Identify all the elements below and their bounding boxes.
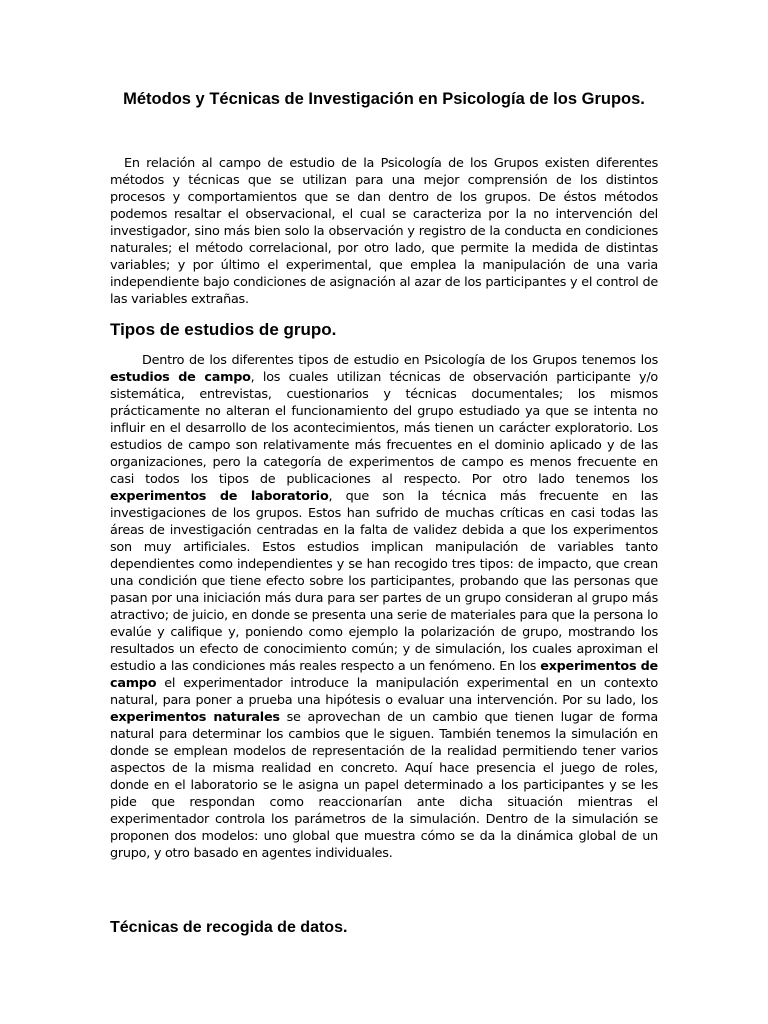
document-title: Métodos y Técnicas de Investigación en Psicología de los Grupos. bbox=[123, 90, 645, 108]
paragraph-text: , que son la técnica más frecuente en las investigaciones de los grupos. Estos han sufrido de muchas críticas en casi todas las áreas de investigación centradas en la falta de validez debida a que los experimentos son muy artificiales. Estos estudios implican manipulación de variables tanto dependientes como independientes y se han recogido tres tipos: de impacto, que crean una condición que tiene efecto sobre los participantes, probando que las personas que pasan por una iniciación más dura para ser partes de un grupo consideran al grupo más atractivo; de juicio, en donde se presenta una serie de materiales para que la persona lo evalúe y califique y, poniendo como ejemplo la polarización de grupo, mostrando los resultados un efecto de conocimiento común; y de simulación, los cuales aproximan el estudio a las condiciones más reales respecto a un fenómeno. En los bbox=[110, 489, 659, 674]
section-paragraph-tipos-de-estudios bbox=[110, 352, 658, 862]
paragraph-text: , los cuales utilizan técnicas de observación participante y/o sistemática, entrevistas, cuestionarios y técnicas documentales; los mismos prácticamente no alteran el funcionamiento del grupo estudiado ya que se intenta no influir en el desarrollo de los acontecimientos, más tienen un carácter exploratorio. Los estudios de campo son relativamente más frecuentes en el dominio aplicado y de las organizaciones, pero la categoría de experimentos de campo es menos frecuente en casi todos los tipos de publicaciones al respecto. Por otro lado tenemos los bbox=[110, 370, 658, 487]
bold-term-experimentos-de-laboratorio: experimentos de laboratorio bbox=[110, 489, 329, 504]
bold-term-estudios-de-campo: estudios de campo bbox=[110, 370, 251, 385]
paragraph-text: el experimentador introduce la manipulación experimental en un contexto natural, para poner a prueba una hipótesis o evaluar una intervención. Por su lado, los bbox=[110, 676, 658, 708]
paragraph-text: se aprovechan de un cambio que tienen lugar de forma natural para determinar los cambios que le siguen. También tenemos la simulación en donde se emplean modelos de representación de la realidad permitiendo tener varios aspectos de la misma realidad en concreto. Aquí hace presencia el juego de roles, donde en el laboratorio se le asigna un papel determinado a los participantes y se les pide que respondan como reaccionarían ante dicha situación mientras el experimentador controla los parámetros de la simulación. Dentro de la simulación se proponen dos modelos: uno global que muestra cómo se da la dinámica global de un grupo, y otro basado en agentes individuales. bbox=[110, 710, 658, 861]
intro-paragraph: En relación al campo de estudio de la Psicología de los Grupos existen diferentes métodos y técnicas que se utilizan para una mejor comprensión de los distintos procesos y comportamientos que se dan dentro de los grupos. De éstos métodos podemos resaltar el observacional, el cual se caracteriza por la no intervención del investigador, sino más bien solo la observación y registro de la conducta en condiciones naturales; el método correlacional, por otro lado, que permite la medida de distintas variables; y por último el experimental, que emplea la manipulación de una varia independiente bajo condiciones de asignación al azar de los participantes y el control de las variables extrañas. bbox=[110, 156, 658, 307]
section-heading-tipos-de-estudios: Tipos de estudios de grupo. bbox=[110, 320, 337, 339]
bold-term-experimentos-naturales: experimentos naturales bbox=[110, 710, 280, 725]
paragraph-text: Dentro de los diferentes tipos de estudio en Psicología de los Grupos tenemos los bbox=[142, 353, 658, 368]
section-heading-tecnicas-de-recogida: Técnicas de recogida de datos. bbox=[110, 919, 348, 936]
bold-term-experimentos-de-campo: experimentos de campo bbox=[110, 659, 658, 691]
